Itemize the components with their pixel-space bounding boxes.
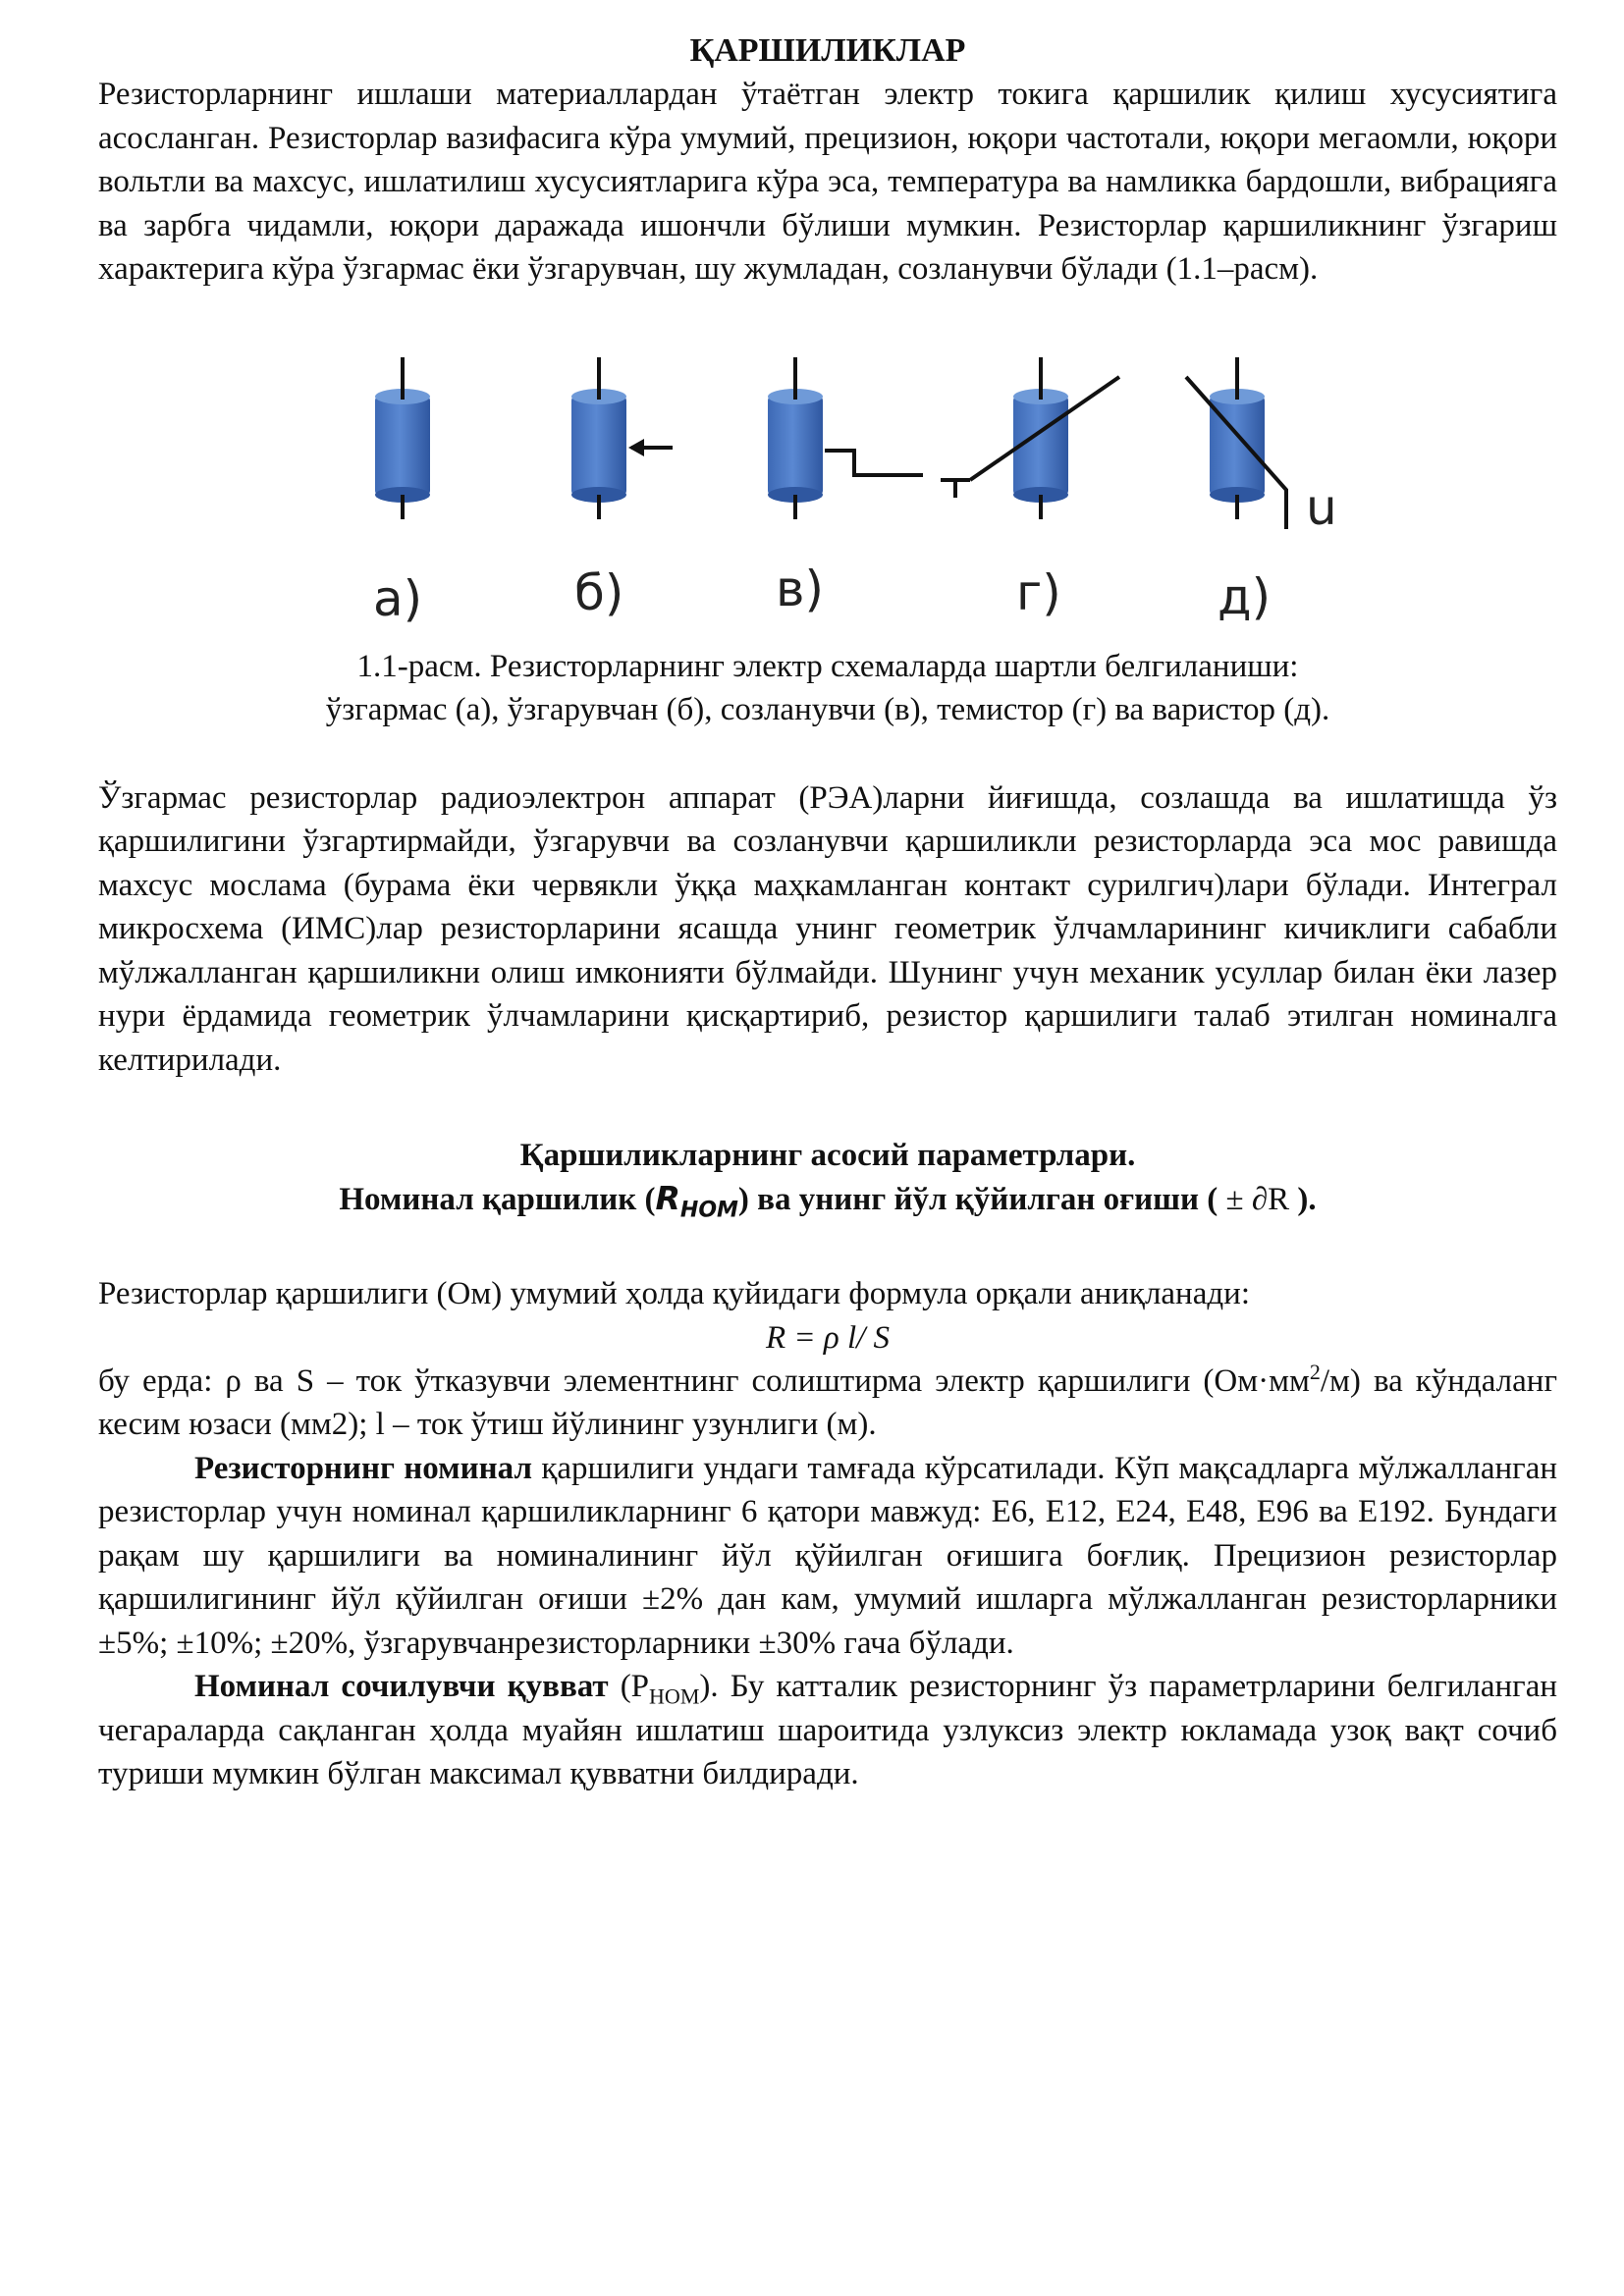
label-v: в) — [776, 560, 824, 617]
label-a: а) — [373, 569, 423, 627]
intro-paragraph: Резисторларнинг ишлаши материаллардан ўтаётган электр токига қаршилик қилиш хусусиятига асосланган. Резисторлар вазифасига кўра умумий, прецизион, юқори частотали, юқори мегаомли, юқори вольтли ва махсус, ишлатилиш хусусиятларига кўра эса, температура ва намликка бардошли, вибрацияга ва зарбга чидамли, юқори даражада ишончли бўлиши мумкин. Резисторлар қаршиликнинг ўзгариш характерига кўра ўзгармас ёки ўзгарувчан, шу жумладан, созланувчи бўлади (1.1–расм). — [98, 77, 1557, 287]
nominal-power-paragraph — [98, 1665, 1557, 1796]
explanation-superscript: 2 — [1309, 1359, 1321, 1384]
paragraph-fixed-resistors: Ўзгармас резисторлар радиоэлектрон аппарат (РЭА)ларни йиғишда, созлашда ва ишлатишда ўз қаршилигини ўзгартирмайди, ўзгарувчи ва созланувчи қаршиликли резисторларда эса мос равишда махсус мослама (бурама ёки червякли ўққа маҳкамланган контакт сурилгич)лари бўлади. Интеграл микросхема (ИМС)лар резисторларини ясашда унинг геометрик ўлчамларининг кичиклиги сабабли мўлжалланган қаршиликни олиш имконияти бўлмайди. Шунинг учун механик усуллар билан ёки лазер нури ёрдамида геометрик ўлчамларини қисқартириб, резистор қаршилиги талаб этилган номиналга келтирилади. — [98, 779, 1557, 1078]
power-term: Номинал сочилувчи қувват — [194, 1669, 609, 1704]
trimmer-resistor-icon — [768, 357, 923, 519]
power-subscript: НОМ — [649, 1683, 700, 1709]
heading-r-subscript: НОМ — [679, 1198, 738, 1223]
nominal-resistance-paragraph — [98, 1447, 1557, 1666]
nominal-term: Резисторнинг номинал — [194, 1450, 532, 1486]
page-title: ҚАРШИЛИКЛАР — [689, 32, 966, 69]
power-text: ). Бу катталик резисторнинг ўз параметрларини белгиланган чегараларда сақланган ҳолда муайян ишлатиш шароитида узлуксиз электр юкламада узоқ вақт сочиб туриши мумкин бўлган максимал қувватни билдиради. — [98, 1669, 1558, 1791]
caption-line-2: ўзгармас (а), ўзгарувчан (б), созланувчи (в), темистор (г) ва варистор (д). — [325, 691, 1330, 727]
thermistor-icon — [941, 357, 1119, 519]
section-heading-line-2 — [98, 1177, 1557, 1221]
fixed-resistor-icon — [375, 357, 430, 519]
explanation-text-end: /м) ва кўндаланг кесим юзаси (мм2); l – ток ўтиш йўлининг узунлиги (м). — [98, 1362, 1557, 1442]
resistor-symbols-figure — [98, 352, 1557, 637]
varistor-symbol: u — [1306, 478, 1337, 536]
variable-resistor-icon — [571, 357, 673, 519]
caption-line-1: 1.1-расм. Резисторларнинг электр схемаларда шартли белгиланиши: — [356, 648, 1299, 684]
document-page — [98, 29, 1557, 1796]
explanation-text: бу ерда: ρ ва S – ток ўтказувчи элементнинг солиштирма электр қаршилиги (Ом·мм — [98, 1362, 1310, 1399]
heading-text-mid: ) ва унинг йўл қўйилган оғиши ( — [737, 1182, 1218, 1217]
resistance-formula: R = ρ l/ S — [765, 1319, 891, 1356]
heading-r-symbol: R — [655, 1179, 680, 1217]
section-heading — [98, 1134, 1557, 1221]
label-d: д) — [1218, 567, 1272, 625]
varistor-icon — [1186, 357, 1337, 536]
figure-caption — [98, 645, 1557, 731]
power-symbol: (Р — [608, 1669, 650, 1704]
heading-deviation-symbol: ± ∂R — [1218, 1182, 1298, 1217]
heading-text: Номинал қаршилик ( — [339, 1182, 656, 1217]
formula-intro: Резисторлар қаршилиги (Ом) умумий ҳолда қуйидаги формула орқали аниқланади: — [98, 1276, 1250, 1311]
label-g: г) — [1016, 563, 1061, 621]
heading-text-end: ). — [1297, 1182, 1317, 1217]
formula-explanation — [98, 1360, 1557, 1447]
nominal-text: қаршилиги ундаги тамғада кўрсатилади. Кўп мақсадларга мўлжалланган резисторлар учун номинал қаршиликларнинг 6 қатори мавжуд: Е6, Е12, Е24, Е48, Е96 ва Е192. Бундаги рақам шу қаршилиги ва номиналининг йўл қўйилган оғишига боғлиқ. Прецизион резисторлар қаршилигининг йўл қўйилган оғиши ±2% дан кам, умумий ишларга мўлжалланган резисторларники ±5%; ±10%; ±20%, ўзгарувчанрезисторларники ±30% гача бўлади. — [98, 1450, 1558, 1661]
label-b: б) — [574, 563, 624, 621]
resistor-symbols-svg — [98, 352, 1557, 637]
section-heading-line-1: Қаршиликларнинг асосий параметрлари. — [519, 1138, 1136, 1173]
